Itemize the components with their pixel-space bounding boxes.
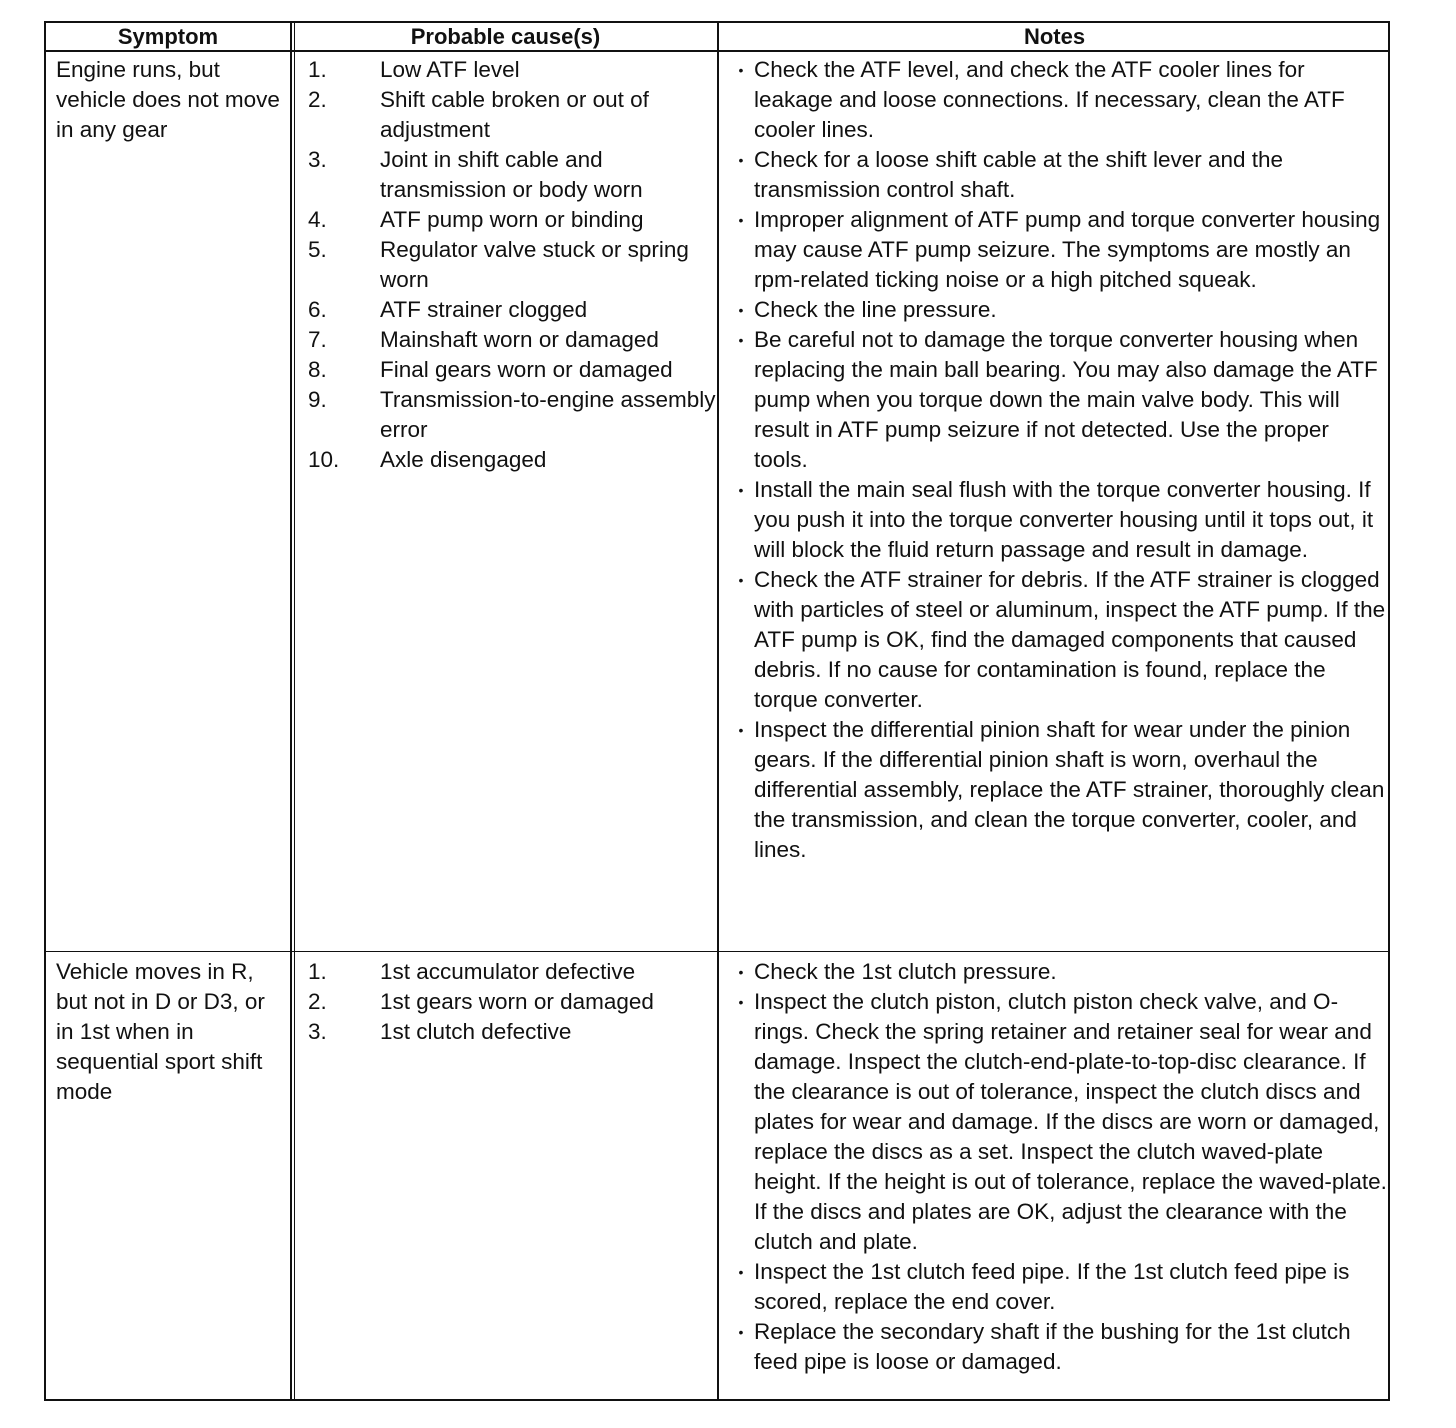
column-divider <box>290 23 292 1399</box>
cause-item <box>308 445 718 475</box>
cause-text: 1st gears worn or damaged <box>380 989 654 1014</box>
cause-number: 1. <box>308 959 327 984</box>
notes-cell <box>728 957 1388 1377</box>
note-text: Check the 1st clutch pressure. <box>754 959 1057 984</box>
bullet-icon: • <box>738 964 744 980</box>
note-text: Check the ATF strainer for debris. If the ATF strainer is clogged with particles of steel or aluminum, inspect the ATF pump. If the ATF pump is OK, find the damaged components that caused debris. If no cause for contamination is found, replace the torque converter. <box>754 567 1386 712</box>
cause-text: 1st accumulator defective <box>380 959 636 984</box>
note-item <box>728 987 1388 1257</box>
note-item <box>728 205 1388 295</box>
cause-text: ATF strainer clogged <box>380 297 588 322</box>
bullet-icon: • <box>738 332 744 348</box>
cause-number: 9. <box>308 387 327 412</box>
cause-text: Final gears worn or damaged <box>380 357 673 382</box>
cause-item <box>308 957 718 987</box>
cause-text: Mainshaft worn or damaged <box>380 327 659 352</box>
bullet-icon: • <box>738 994 744 1010</box>
cause-item <box>308 145 718 205</box>
cause-number: 2. <box>308 87 327 112</box>
cause-text: ATF pump worn or binding <box>380 207 644 232</box>
cause-number: 4. <box>308 207 327 232</box>
note-item <box>728 325 1388 475</box>
bullet-icon: • <box>738 572 744 588</box>
note-text: Be careful not to damage the torque converter housing when replacing the main ball bearing. You may also damage the ATF pump when you torque down the main valve body. This will result in ATF pump seizure if not detected. Use the proper tools. <box>754 327 1378 472</box>
note-item <box>728 145 1388 205</box>
bullet-icon: • <box>738 302 744 318</box>
cause-number: 1. <box>308 57 327 82</box>
cause-item <box>308 55 718 85</box>
note-item <box>728 1317 1388 1377</box>
cause-text: Shift cable broken or out of adjustment <box>380 87 649 142</box>
cause-item <box>308 235 718 295</box>
cause-number: 6. <box>308 297 327 322</box>
cause-text: Joint in shift cable and transmission or body worn <box>380 147 643 202</box>
cause-text: Low ATF level <box>380 57 520 82</box>
symptom-cell: Vehicle moves in R, but not in D or D3, or in 1st when in sequential sport shift mode <box>56 959 265 1104</box>
note-text: Check the ATF level, and check the ATF cooler lines for leakage and loose connections. If necessary, clean the ATF cooler lines. <box>754 57 1345 142</box>
cause-number: 7. <box>308 327 327 352</box>
cause-text: 1st clutch defective <box>380 1019 572 1044</box>
cause-item <box>308 355 718 385</box>
bullet-icon: • <box>738 482 744 498</box>
note-item <box>728 715 1388 865</box>
causes-cell <box>308 957 718 1047</box>
note-text: Inspect the clutch piston, clutch piston check valve, and O-rings. Check the spring retainer and retainer seal for wear and damage. Inspect the clutch-end-plate-to-top-disc clearance. If the clearance is out of tolerance, inspect the clutch discs and plates for wear and damage. If the discs are worn or damaged, replace the discs as a set. Inspect the clutch waved-plate height. If the height is out of tolerance, replace the waved-plate. If the discs and plates are OK, adjust the clearance with the clutch and plate. <box>754 989 1387 1254</box>
cause-number: 10. <box>308 447 340 472</box>
cause-item <box>308 1017 718 1047</box>
note-text: Install the main seal flush with the torque converter housing. If you push it into the torque converter housing until it tops out, it will block the fluid return passage and result in damage. <box>754 477 1374 562</box>
notes-cell <box>728 55 1388 865</box>
cause-number: 5. <box>308 237 327 262</box>
note-text: Replace the secondary shaft if the bushing for the 1st clutch feed pipe is loose or damaged. <box>754 1319 1351 1374</box>
column-divider-double <box>294 23 295 1399</box>
bullet-icon: • <box>738 1324 744 1340</box>
cause-number: 2. <box>308 989 327 1014</box>
cause-number: 3. <box>308 147 327 172</box>
causes-cell <box>308 55 718 475</box>
row-divider <box>46 951 1388 952</box>
note-item <box>728 957 1388 987</box>
cause-number: 8. <box>308 357 327 382</box>
note-item <box>728 565 1388 715</box>
cause-item <box>308 987 718 1017</box>
header-probable-cause: Probable cause(s) <box>410 24 601 49</box>
cause-item <box>308 205 718 235</box>
bullet-icon: • <box>738 62 744 78</box>
bullet-icon: • <box>738 152 744 168</box>
note-text: Inspect the 1st clutch feed pipe. If the 1st clutch feed pipe is scored, replace the end cover. <box>754 1259 1350 1314</box>
symptom-cell: Engine runs, but vehicle does not move in any gear <box>56 57 280 142</box>
note-item <box>728 295 1388 325</box>
cause-number: 3. <box>308 1019 327 1044</box>
troubleshooting-table <box>44 21 1390 1401</box>
cause-item <box>308 85 718 145</box>
bullet-icon: • <box>738 212 744 228</box>
cause-item <box>308 325 718 355</box>
cause-text: Regulator valve stuck or spring worn <box>380 237 689 292</box>
note-item <box>728 55 1388 145</box>
note-text: Improper alignment of ATF pump and torque converter housing may cause ATF pump seizure. The symptoms are mostly an rpm-related ticking noise or a high pitched squeak. <box>754 207 1381 292</box>
note-item <box>728 1257 1388 1317</box>
cause-text: Axle disengaged <box>380 447 547 472</box>
cause-item <box>308 295 718 325</box>
note-text: Check for a loose shift cable at the shift lever and the transmission control shaft. <box>754 147 1284 202</box>
bullet-icon: • <box>738 722 744 738</box>
cause-item <box>308 385 718 445</box>
header-symptom: Symptom <box>117 24 219 49</box>
bullet-icon: • <box>738 1264 744 1280</box>
note-text: Check the line pressure. <box>754 297 997 322</box>
header-notes: Notes <box>1023 24 1086 49</box>
note-text: Inspect the differential pinion shaft for wear under the pinion gears. If the differential pinion shaft is worn, overhaul the differential assembly, replace the ATF strainer, thoroughly clean the transmission, and clean the torque converter, cooler, and lines. <box>754 717 1385 862</box>
cause-text: Transmission-to-engine assembly error <box>380 387 716 442</box>
note-item <box>728 475 1388 565</box>
